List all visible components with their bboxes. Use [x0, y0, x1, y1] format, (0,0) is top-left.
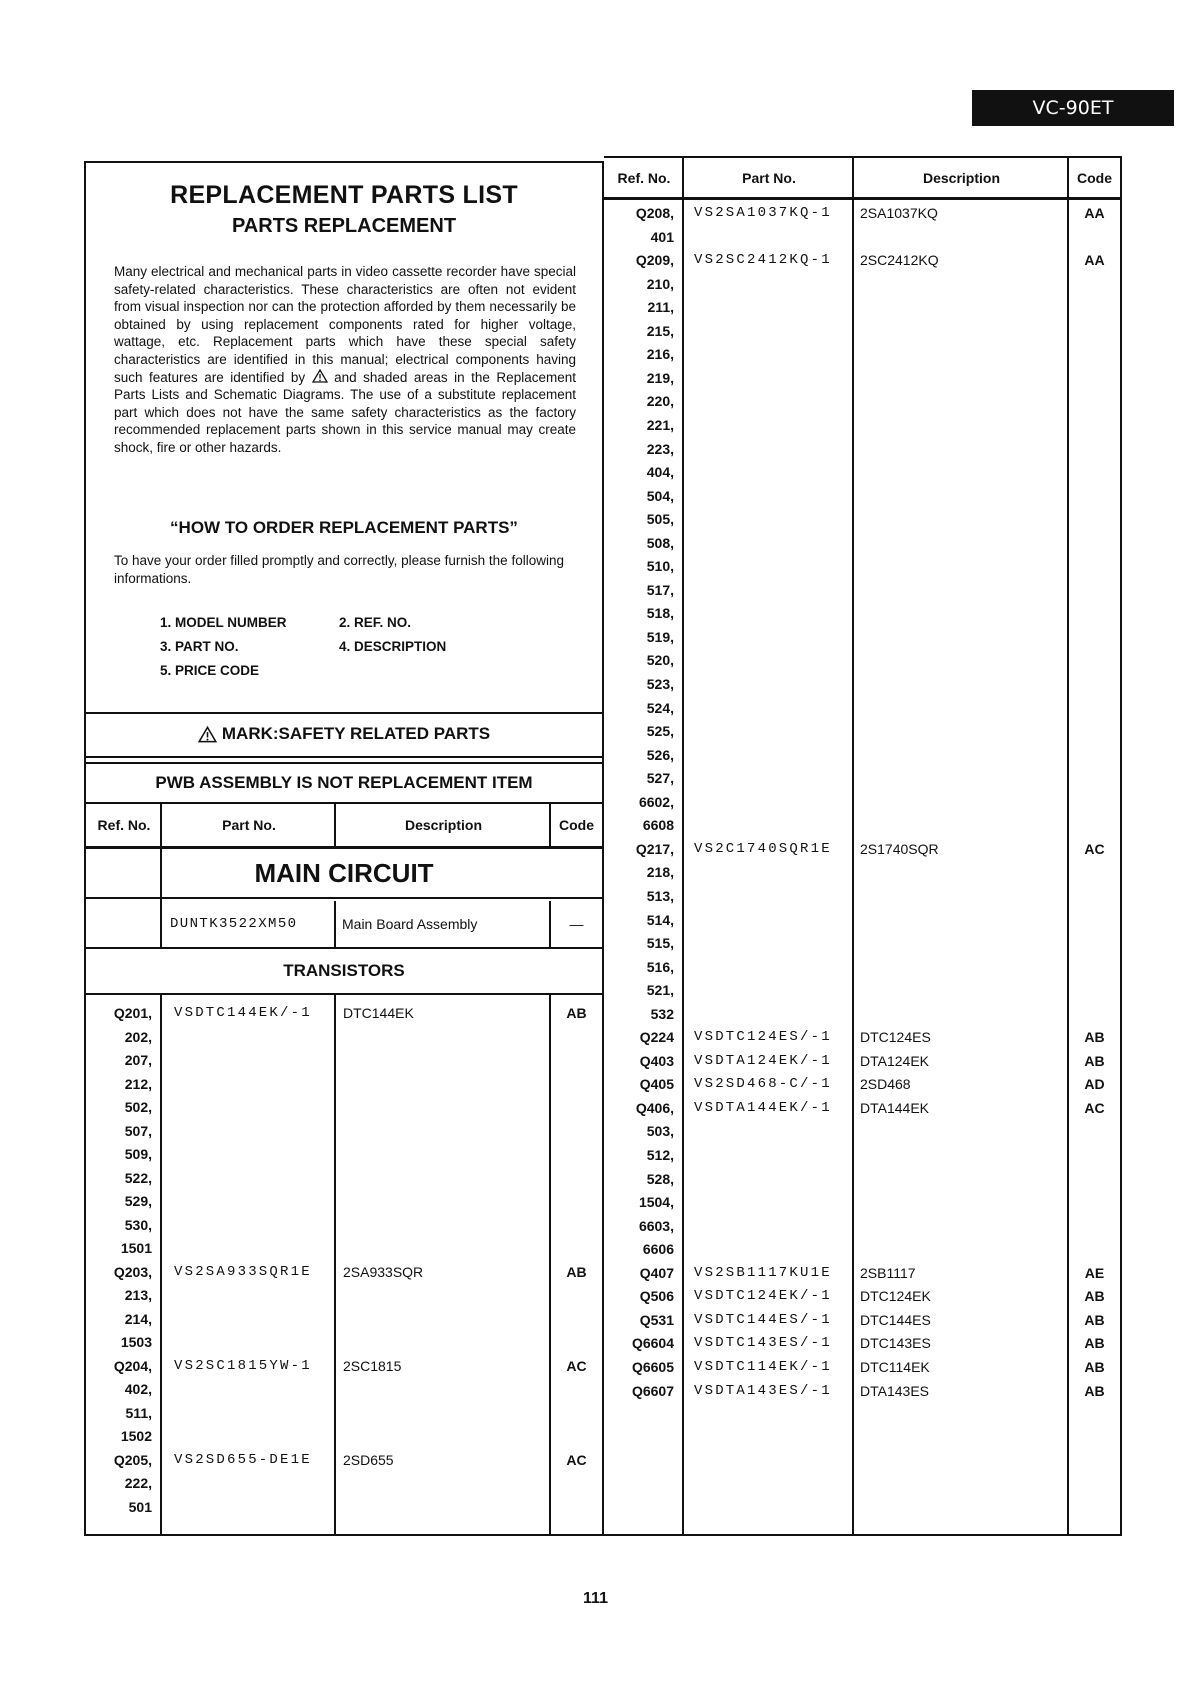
- order-item-ref-no: 2. REF. NO.: [339, 615, 412, 630]
- table-cell-ref: Q203,: [113, 1263, 152, 1280]
- col-header-desc: Description: [404, 817, 482, 833]
- table-cell-ref: 513,: [646, 887, 674, 904]
- col-header-part: Part No.: [222, 817, 276, 833]
- table-cell-part: VSDTC144ES/-1: [694, 1311, 832, 1328]
- col-line: [549, 901, 551, 949]
- table-cell-ref: Q403: [639, 1052, 674, 1069]
- table-cell-ref: Q217,: [635, 840, 674, 857]
- col-header-code: Code: [1077, 169, 1112, 186]
- table-cell-ref: 212,: [124, 1075, 152, 1092]
- table-cell-code: AB: [1084, 1311, 1105, 1328]
- table-cell-ref: 502,: [124, 1099, 152, 1115]
- model-badge: VC-90ET: [972, 90, 1174, 126]
- safety-band: [86, 712, 602, 758]
- table-cell-ref: Q6605: [631, 1358, 674, 1375]
- table-cell-ref: 529,: [124, 1193, 152, 1209]
- intro-text-part2: and shaded areas in the Replacement Parts Lists and Schematic Diagrams. The use of a substitute replacement part which does not have the same safety characteristics as the factory recommended replacement parts shown in this service manual may create shock, fire or other hazards.: [114, 369, 576, 455]
- table-cell-part: VS2C1740SQR1E: [694, 840, 832, 857]
- page-title: REPLACEMENT PARTS LIST: [170, 181, 518, 209]
- table-cell-desc: DTC124EK: [860, 1288, 931, 1305]
- table-cell-desc: DTC144ES: [860, 1311, 931, 1328]
- table-cell-code: AB: [1084, 1288, 1105, 1305]
- table-cell-ref: 220,: [646, 393, 674, 410]
- table-cell-ref: 6603,: [638, 1217, 674, 1234]
- table-cell-ref: 512,: [646, 1147, 674, 1163]
- col-line: [549, 804, 551, 849]
- col-line: [160, 995, 162, 1534]
- col-line: [160, 804, 162, 901]
- order-instructions: To have your order filled promptly and correctly, please furnish the following informations.: [114, 553, 564, 586]
- col-header-part: Part No.: [742, 169, 796, 186]
- table-cell-desc: 2SC2412KQ: [860, 252, 939, 269]
- table-cell-desc: 2SB1117: [860, 1264, 916, 1281]
- table-cell-ref: 223,: [646, 440, 674, 457]
- col-header-ref: Ref. No.: [617, 169, 671, 186]
- table-cell-ref: 532: [650, 1005, 674, 1022]
- table-cell-desc: 2SD655: [343, 1451, 394, 1468]
- col-header-ref: Ref. No.: [97, 817, 151, 833]
- table-cell-ref: 222,: [124, 1475, 152, 1491]
- table-cell-ref: Q6607: [631, 1382, 674, 1399]
- warning-triangle-icon: [198, 726, 217, 743]
- table-cell-ref: 519,: [646, 628, 674, 645]
- table-cell-ref: Q6604: [631, 1335, 674, 1352]
- col-line: [160, 901, 162, 949]
- col-line: [334, 804, 336, 849]
- table-cell-desc: DTC114EK: [860, 1358, 930, 1375]
- table-cell-ref: 218,: [646, 864, 674, 881]
- table-cell-ref: 525,: [646, 723, 674, 740]
- table-cell-ref: 214,: [124, 1310, 152, 1327]
- table-cell-ref: 503,: [646, 1123, 674, 1140]
- main-board-part: DUNTK3522XM50: [170, 916, 298, 932]
- table-cell-code: AA: [1084, 252, 1105, 269]
- table-cell-desc: DTC144EK: [343, 1005, 414, 1021]
- table-cell-ref: 216,: [646, 346, 674, 363]
- table-cell-part: VSDTC124ES/-1: [694, 1029, 832, 1046]
- table-cell-desc: 2S1740SQR: [860, 840, 939, 857]
- table-cell-ref: 518,: [646, 605, 674, 622]
- table-cell-ref: Q208,: [635, 205, 674, 221]
- table-cell-ref: Q209,: [635, 252, 674, 269]
- table-cell-ref: 1501: [120, 1240, 152, 1256]
- order-item-description: 4. DESCRIPTION: [339, 639, 447, 654]
- table-cell-ref: 520,: [646, 652, 674, 669]
- main-circuit-label: MAIN CIRCUIT: [254, 857, 434, 888]
- table-cell-ref: 507,: [124, 1122, 152, 1139]
- table-cell-ref: 508,: [646, 534, 674, 551]
- table-cell-ref: 221,: [646, 416, 674, 433]
- table-cell-ref: 527,: [646, 770, 674, 787]
- table-cell-ref: Q201,: [113, 1005, 152, 1021]
- intro-paragraph: [114, 263, 576, 457]
- intro-text-part1: Many electrical and mechanical parts in video cassette recorder have special safety-related characteristics. These characteristics are often not evident from visual inspection nor can the protection afforded by them necessarily be obtained by using replacement components rated for higher voltage, wattage, etc. Replacement parts which have these special safety characteristics are identified in this manual; electrical components having such features are identified by: [114, 264, 576, 385]
- table-cell-ref: Q406,: [635, 1099, 674, 1116]
- table-cell-code: AB: [1084, 1052, 1105, 1069]
- table-cell-ref: 501: [128, 1498, 152, 1515]
- table-cell-desc: DTA143ES: [860, 1382, 929, 1399]
- table-cell-ref: 404,: [646, 464, 674, 481]
- table-cell-code: AC: [566, 1357, 587, 1374]
- table-cell-ref: 207,: [124, 1052, 152, 1068]
- table-cell-code: AB: [1084, 1335, 1105, 1352]
- table-cell-ref: 515,: [646, 935, 674, 952]
- table-cell-ref: 530,: [124, 1216, 152, 1233]
- table-cell-ref: 523,: [646, 676, 674, 692]
- table-cell-ref: 514,: [646, 911, 674, 928]
- table-cell-part: VS2SA1037KQ-1: [694, 205, 832, 221]
- table-cell-ref: 516,: [646, 958, 674, 975]
- transistors-band: [86, 949, 602, 995]
- table-cell-ref: 504,: [646, 487, 674, 504]
- pwb-band-label: PWB ASSEMBLY IS NOT REPLACEMENT ITEM: [155, 773, 533, 792]
- warning-triangle-icon: [312, 369, 328, 383]
- table-cell-ref: 505,: [646, 511, 674, 528]
- table-cell-ref: 1504,: [638, 1194, 674, 1211]
- col-header-code: Code: [559, 817, 594, 833]
- main-board-code: —: [569, 916, 584, 932]
- table-cell-ref: 517,: [646, 581, 674, 598]
- table-cell-ref: 210,: [646, 275, 674, 292]
- table-cell-ref: 511,: [125, 1404, 152, 1421]
- table-cell-ref: 521,: [646, 982, 674, 999]
- order-item-model-number: 1. MODEL NUMBER: [160, 615, 287, 630]
- pwb-band: [86, 762, 602, 804]
- table-cell-ref: 215,: [646, 322, 674, 339]
- page-subtitle: PARTS REPLACEMENT: [231, 215, 457, 237]
- table-cell-desc: 2SC1815: [343, 1357, 402, 1374]
- table-cell-part: VSDTC144EK/-1: [174, 1005, 312, 1021]
- table-cell-ref: 6608: [642, 817, 674, 834]
- table-cell-ref: Q405: [639, 1076, 674, 1093]
- main-board-desc: Main Board Assembly: [342, 916, 478, 932]
- table-cell-desc: DTA144EK: [860, 1099, 929, 1116]
- table-cell-ref: 202,: [124, 1028, 152, 1045]
- table-cell-ref: 6606: [642, 1241, 674, 1258]
- safety-band-label: MARK:SAFETY RELATED PARTS: [221, 724, 491, 743]
- table-cell-code: AB: [1084, 1358, 1105, 1375]
- table-cell-desc: 2SD468: [860, 1076, 911, 1093]
- table-cell-ref: 402,: [124, 1381, 152, 1397]
- right-parts-table: [604, 156, 1122, 1536]
- left-panel: [84, 161, 604, 1536]
- table-cell-ref: Q407: [639, 1264, 674, 1281]
- table-cell-part: VSDTA124EK/-1: [694, 1052, 832, 1069]
- table-cell-part: VSDTC143ES/-1: [694, 1335, 832, 1352]
- table-cell-code: AB: [1084, 1029, 1105, 1046]
- table-cell-ref: Q205,: [113, 1451, 152, 1468]
- table-cell-ref: 526,: [646, 746, 674, 763]
- transistors-label: TRANSISTORS: [283, 961, 405, 980]
- table-cell-ref: Q531: [639, 1311, 674, 1328]
- table-cell-part: VS2SB1117KU1E: [694, 1264, 832, 1281]
- table-cell-ref: 524,: [646, 699, 674, 716]
- table-cell-code: AE: [1084, 1264, 1105, 1281]
- table-cell-code: AB: [566, 1005, 587, 1021]
- table-cell-desc: 2SA933SQR: [343, 1263, 424, 1280]
- table-cell-desc: 2SA1037KQ: [860, 205, 938, 221]
- table-cell-part: VS2SC1815YW-1: [174, 1357, 312, 1374]
- table-cell-ref: 6602,: [638, 793, 674, 810]
- table-cell-ref: 213,: [124, 1287, 152, 1303]
- table-cell-part: VS2SA933SQR1E: [174, 1263, 312, 1280]
- table-cell-part: VS2SC2412KQ-1: [694, 252, 832, 269]
- table-cell-desc: DTC143ES: [860, 1335, 931, 1352]
- table-cell-ref: Q506: [639, 1288, 674, 1305]
- table-cell-code: AC: [1084, 1099, 1105, 1116]
- table-cell-code: AA: [1084, 205, 1105, 221]
- intro-section: [86, 163, 602, 714]
- order-item-price-code: 5. PRICE CODE: [160, 663, 260, 678]
- table-cell-part: VSDTA143ES/-1: [694, 1382, 832, 1399]
- order-heading: “HOW TO ORDER REPLACEMENT PARTS”: [170, 518, 518, 537]
- table-cell-code: AC: [1084, 840, 1105, 857]
- table-cell-code: AB: [566, 1263, 587, 1280]
- table-cell-part: VSDTC114EK/-1: [694, 1358, 832, 1375]
- col-line: [334, 901, 336, 949]
- page-number: 111: [583, 1590, 608, 1607]
- table-cell-ref: 211,: [647, 299, 674, 316]
- table-cell-ref: 510,: [646, 558, 674, 575]
- table-cell-ref: 522,: [124, 1169, 152, 1186]
- table-cell-code: AB: [1084, 1382, 1105, 1399]
- table-cell-code: AD: [1084, 1076, 1105, 1093]
- table-cell-code: AC: [566, 1451, 587, 1468]
- table-cell-part: VSDTC124EK/-1: [694, 1288, 832, 1305]
- table-cell-ref: 219,: [646, 369, 674, 386]
- col-header-desc: Description: [922, 169, 1000, 186]
- table-cell-part: VS2SD468-C/-1: [694, 1076, 832, 1093]
- col-line: [682, 158, 684, 1536]
- table-cell-ref: Q224: [639, 1029, 674, 1046]
- table-cell-ref: 401: [650, 228, 674, 245]
- table-cell-ref: 1502: [120, 1428, 152, 1444]
- table-cell-ref: 528,: [646, 1170, 674, 1187]
- main-circuit-band: [86, 849, 602, 899]
- order-item-part-no: 3. PART NO.: [160, 639, 239, 654]
- table-cell-ref: 509,: [124, 1146, 152, 1162]
- table-cell-ref: 1503: [120, 1334, 152, 1350]
- table-cell-part: VSDTA144EK/-1: [694, 1099, 832, 1116]
- table-cell-ref: Q204,: [113, 1357, 152, 1374]
- table-cell-part: VS2SD655-DE1E: [174, 1451, 312, 1468]
- table-cell-desc: DTC124ES: [860, 1029, 931, 1046]
- table-cell-desc: DTA124EK: [860, 1052, 929, 1069]
